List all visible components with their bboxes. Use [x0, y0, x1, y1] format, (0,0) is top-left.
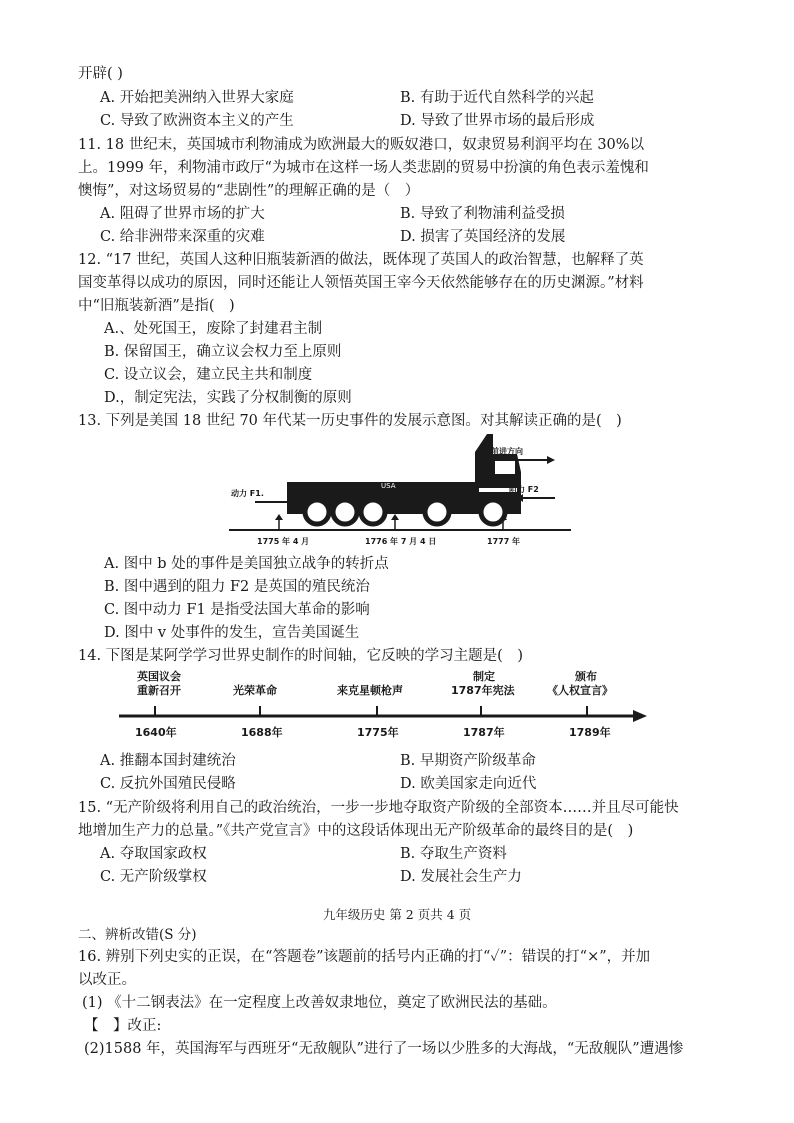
q12-option-d: D.，制定宪法，实践了分权制衡的原则: [104, 390, 352, 406]
q14-event-1787-bottom: 1787年宪法: [451, 684, 515, 697]
q11-option-b: B. 导致了利物浦利益受损: [400, 206, 565, 222]
q10-stem-tail: 开辟( ): [78, 66, 123, 82]
q13-option-c: C. 图中动力 F1 是指受法国大革命的影响: [104, 602, 370, 618]
direction-label: 前进方向: [491, 447, 523, 456]
q11-line-1: 11. 18 世纪末，英国城市利物浦成为欧洲最大的贩奴港口，奴隶贸易利润平均在 30%以: [78, 137, 645, 153]
page-footer: 九年级历史 第 2 页共 4 页: [322, 907, 472, 922]
q15-option-d: D. 发展社会生产力: [400, 869, 522, 885]
q12-option-c: C. 设立议会，建立民主共和制度: [104, 367, 313, 383]
q10-option-d: D. 导致了世界市场的最后形成: [400, 113, 595, 129]
q14-event-1787-year: 1787年: [463, 726, 505, 739]
force-right-label: 阻力 F2: [509, 485, 539, 494]
q12-line-1: 12. “17 世纪，英国人这种旧瓶装新酒的做法，既体现了英国人的政治智慧，也解释了英: [78, 252, 644, 268]
q13-date-3: 1777 年: [487, 537, 521, 546]
q16-item-2: (2)1588 年，英国海军与西班牙“无敌舰队”进行了一场以少胜多的大海战，“无敌舰队”遭遇惨: [84, 1041, 684, 1057]
q14-event-1789-top: 颁布: [575, 670, 597, 683]
q16-line-2: 以改正。: [78, 972, 136, 988]
q14-stem: 14. 下图是某阿学学习世界史制作的时间轴，它反映的学习主题是( ): [78, 648, 523, 664]
q15-line-2: 地增加生产力的总量。”《共产党宣言》中的这段话体现出无产阶级革命的最终目的是( ): [78, 823, 634, 839]
q14-event-1640-top: 英国议会: [137, 670, 181, 683]
q10-option-a: A. 开始把美洲纳入世界大家庭: [100, 90, 294, 106]
q13-date-1: 1775 年 4 月: [257, 537, 310, 546]
q13-date-2: 1776 年 7 月 4 日: [365, 537, 437, 546]
q14-event-1789-year: 1789年: [569, 726, 611, 739]
q15-option-c: C. 无产阶级掌权: [100, 869, 207, 885]
q14-event-1787: [451, 669, 516, 739]
q13-option-d: D. 图中 v 处事件的发生，宣告美国诞生: [104, 625, 360, 641]
q14-option-a: A. 推翻本国封建统治: [100, 753, 236, 769]
q14-option-c: C. 反抗外国殖民侵略: [100, 776, 236, 792]
q14-event-1640-year: 1640年: [135, 726, 177, 739]
q14-event-1688-bottom: 光荣革命: [233, 684, 277, 697]
q11-line-2: 上。1999 年，利物浦市政厅“为城市在这样一场人类悲剧的贸易中扮演的角色表示羞愧和: [78, 160, 649, 176]
q13-truck-diagram: [225, 430, 575, 550]
q14-event-1688-year: 1688年: [241, 726, 283, 739]
q12-line-3: 中“旧瓶装新酒”是指( ): [78, 298, 235, 314]
q11-line-3: 懊悔”，对这场贸易的“悲剧性”的理解正确的是（ ）: [78, 183, 420, 199]
q14-event-1775: [337, 683, 403, 739]
q11-option-c: C. 给非洲带来深重的灾难: [100, 229, 265, 245]
q14-event-1775-year: 1775年: [357, 726, 399, 739]
q11-option-d: D. 损害了英国经济的发展: [400, 229, 566, 245]
section2-heading: 二、辨析改错(S 分): [78, 927, 197, 943]
q16-item-1-answer: 【 】改正:: [84, 1018, 162, 1034]
q16-line-1: 16. 辨别下列史实的正误，在“答题卷”该题前的括号内正确的打“✓”：错误的打“×”，并加: [78, 949, 651, 965]
q14-event-1775-bottom: 来克星顿枪声: [337, 684, 403, 697]
q14-event-1640-bottom: 重新召开: [137, 684, 181, 697]
q14-option-d: D. 欧美国家走向近代: [400, 776, 537, 792]
q13-option-a: A. 图中 b 处的事件是美国独立战争的转折点: [104, 556, 389, 572]
q14-event-1640: [135, 669, 181, 739]
q15-option-a: A. 夺取国家政权: [100, 846, 207, 862]
q11-option-a: A. 阻碍了世界市场的扩大: [100, 206, 265, 222]
q14-timeline: [115, 666, 650, 746]
q14-event-1688: [233, 683, 283, 739]
q16-item-1: (1) 《十二钢表法》在一定程度上改善奴隶地位，奠定了欧洲民法的基础。: [82, 995, 557, 1011]
q10-option-c: C. 导致了欧洲资本主义的产生: [100, 113, 294, 129]
q12-line-2: 国变革得以成功的原因，同时还能让人领悟英国王宰今天依然能够存在的历史渊源。”材料: [78, 275, 644, 291]
q15-option-b: B. 夺取生产资料: [400, 846, 507, 862]
q14-event-1789: [547, 669, 613, 739]
q10-option-b: B. 有助于近代自然科学的兴起: [400, 90, 594, 106]
force-left-label: 动力 F1.: [231, 489, 264, 498]
truck-label: USA: [381, 482, 396, 490]
q14-event-1787-top: 制定: [473, 670, 495, 683]
q13-option-b: B. 图中遇到的阻力 F2 是英国的殖民统治: [104, 579, 370, 595]
q14-option-b: B. 早期资产阶级革命: [400, 753, 536, 769]
q12-option-b: B. 保留国王，确立议会权力至上原则: [104, 344, 342, 360]
q15-line-1: 15. “无产阶级将利用自己的政治统治，一步一步地夺取资产阶级的全部资本……并且尽可能快: [78, 800, 679, 816]
q14-event-1789-bottom: 《人权宣言》: [547, 684, 613, 697]
q13-stem: 13. 下列是美国 18 世纪 70 年代某一历史事件的发展示意图。对其解读正确的是( ): [78, 413, 622, 429]
q12-option-a: A.、处死国王，废除了封建君主制: [104, 321, 323, 337]
